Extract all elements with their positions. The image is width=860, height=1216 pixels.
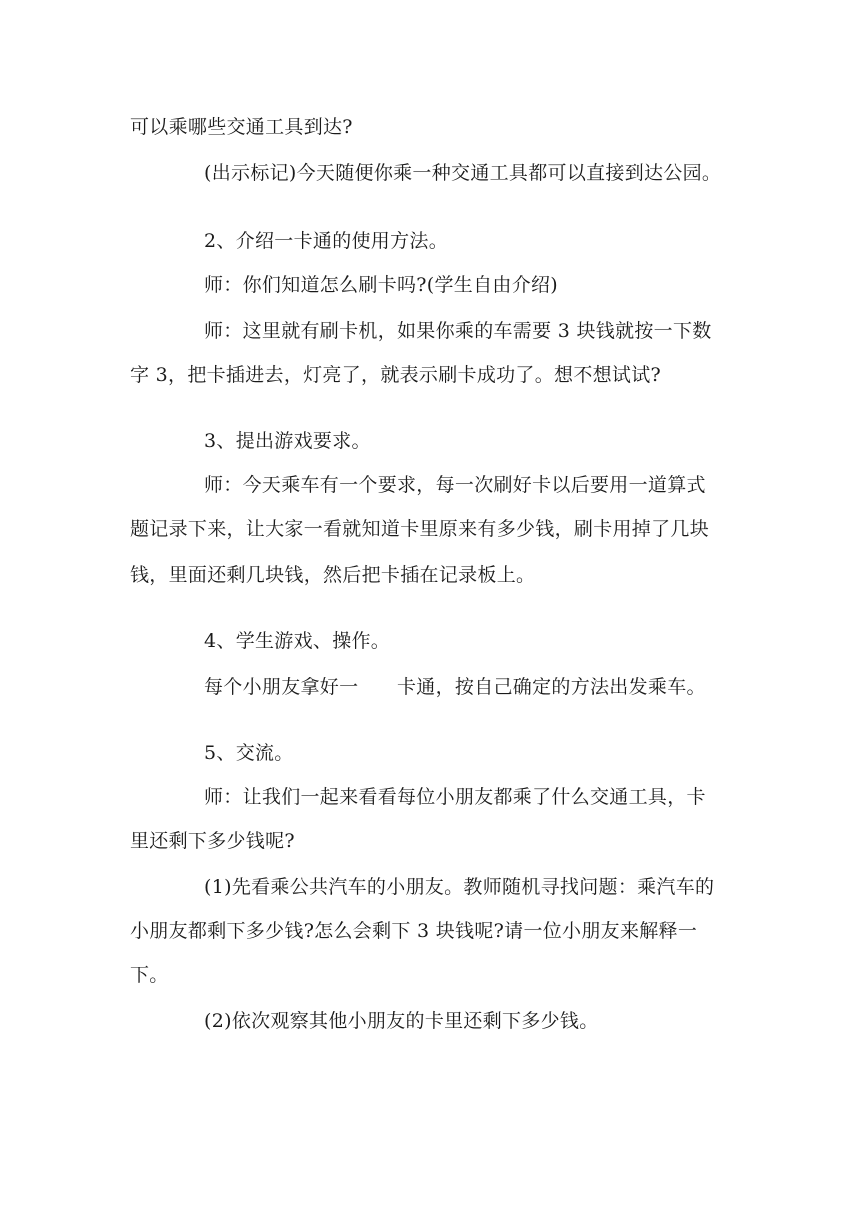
text-line: (2)依次观察其他小朋友的卡里还剩下多少钱。 [204,1010,599,1032]
section-heading: 3、提出游戏要求。 [204,430,371,452]
text-line: 可以乘哪些交通工具到达? [130,116,353,138]
section-heading: 5、交流。 [204,742,294,764]
text-line: 师：你们知道怎么刷卡吗?(学生自由介绍) [204,274,559,296]
text-line: 每个小朋友拿好一 卡通，按自己确定的方法出发乘车。 [204,676,706,698]
text-line: 钱，里面还剩几块钱，然后把卡插在记录板上。 [130,564,536,586]
text-line: 师：让我们一起来看看每位小朋友都乘了什么交通工具，卡 [204,786,706,808]
text-line: 小朋友都剩下多少钱?怎么会剩下 3 块钱呢?请一位小朋友来解释一 [130,920,698,942]
text-line: 师：这里就有刷卡机，如果你乘的车需要 3 块钱就按一下数 [204,320,712,342]
section-heading: 2、介绍一卡通的使用方法。 [204,230,448,252]
text-line: 师：今天乘车有一个要求，每一次刷好卡以后要用一道算式 [204,474,706,496]
text-line: (出示标记)今天随便你乘一种交通工具都可以直接到达公园。 [204,162,722,184]
text-line: 里还剩下多少钱呢? [130,830,295,852]
section-heading: 4、学生游戏、操作。 [204,630,391,652]
text-line: (1)先看乘公共汽车的小朋友。教师随机寻找问题：乘汽车的 [204,876,715,898]
text-line: 下。 [130,964,169,986]
text-line: 题记录下来，让大家一看就知道卡里原来有多少钱，刷卡用掉了几块 [130,518,710,540]
text-line: 字 3，把卡插进去，灯亮了，就表示刷卡成功了。想不想试试? [130,364,662,386]
